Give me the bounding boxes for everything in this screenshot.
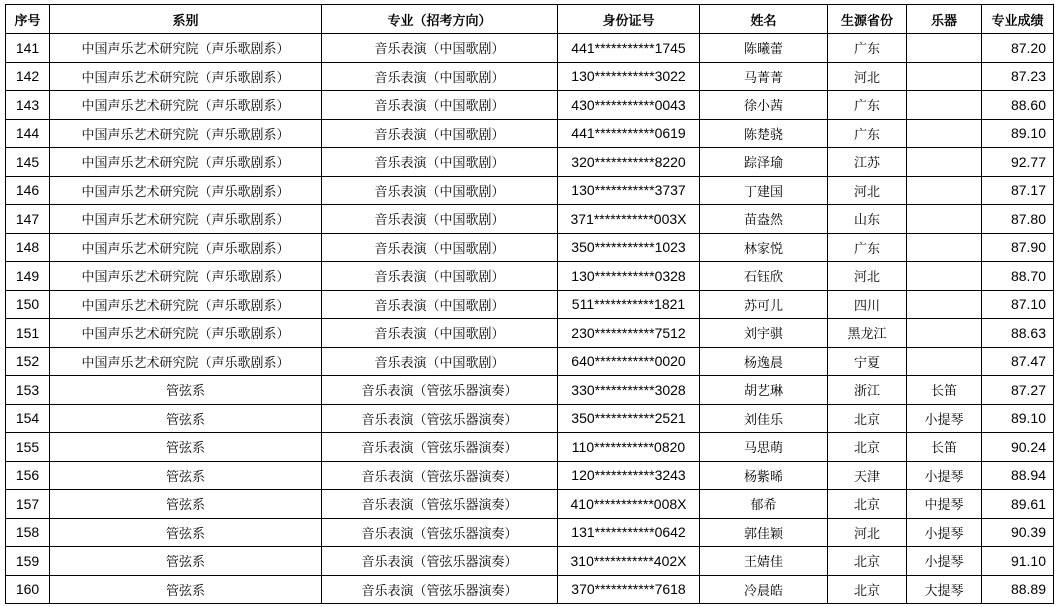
instrument-cell [907, 148, 982, 177]
row-index: 145 [6, 148, 50, 177]
row-index: 152 [6, 347, 50, 376]
department-cell: 管弦系 [50, 575, 322, 604]
name-cell: 踪泽瑜 [700, 148, 828, 177]
table-row [6, 547, 1054, 576]
score-cell: 87.23 [982, 62, 1054, 91]
header-major: 专业（招考方向） [322, 5, 558, 34]
row-index: 148 [6, 233, 50, 262]
score-cell: 90.24 [982, 433, 1054, 462]
score-cell: 90.39 [982, 518, 1054, 547]
row-index: 146 [6, 176, 50, 205]
province-cell: 广东 [828, 91, 907, 120]
province-cell: 北京 [828, 433, 907, 462]
instrument-cell [907, 119, 982, 148]
province-cell: 广东 [828, 34, 907, 63]
id-number-cell: 120***********3243 [558, 461, 700, 490]
instrument-cell: 小提琴 [907, 404, 982, 433]
id-number-cell: 330***********3028 [558, 376, 700, 405]
department-cell: 中国声乐艺术研究院（声乐歌剧系） [50, 62, 322, 91]
province-cell: 山东 [828, 205, 907, 234]
row-index: 160 [6, 575, 50, 604]
table-row [6, 404, 1054, 433]
id-number-cell: 441***********1745 [558, 34, 700, 63]
instrument-cell: 长笛 [907, 433, 982, 462]
id-number-cell: 130***********3022 [558, 62, 700, 91]
department-cell: 中国声乐艺术研究院（声乐歌剧系） [50, 205, 322, 234]
name-cell: 郭佳颖 [700, 518, 828, 547]
score-cell: 87.80 [982, 205, 1054, 234]
major-cell: 音乐表演（中国歌剧） [322, 119, 558, 148]
table-row [6, 376, 1054, 405]
score-cell: 89.10 [982, 119, 1054, 148]
name-cell: 胡艺琳 [700, 376, 828, 405]
instrument-cell: 大提琴 [907, 575, 982, 604]
name-cell: 刘佳乐 [700, 404, 828, 433]
table-row [6, 62, 1054, 91]
province-cell: 天津 [828, 461, 907, 490]
name-cell: 徐小茜 [700, 91, 828, 120]
major-cell: 音乐表演（管弦乐器演奏） [322, 490, 558, 519]
province-cell: 河北 [828, 262, 907, 291]
row-index: 147 [6, 205, 50, 234]
department-cell: 中国声乐艺术研究院（声乐歌剧系） [50, 233, 322, 262]
id-number-cell: 230***********7512 [558, 319, 700, 348]
id-number-cell: 131***********0642 [558, 518, 700, 547]
instrument-cell [907, 205, 982, 234]
instrument-cell: 中提琴 [907, 490, 982, 519]
province-cell: 江苏 [828, 148, 907, 177]
id-number-cell: 350***********1023 [558, 233, 700, 262]
name-cell: 马菁菁 [700, 62, 828, 91]
name-cell: 杨紫晞 [700, 461, 828, 490]
major-cell: 音乐表演（管弦乐器演奏） [322, 547, 558, 576]
table-body [6, 34, 1054, 604]
table-row [6, 319, 1054, 348]
major-cell: 音乐表演（中国歌剧） [322, 262, 558, 291]
name-cell: 冷晨皓 [700, 575, 828, 604]
table-row [6, 233, 1054, 262]
score-cell: 87.10 [982, 290, 1054, 319]
row-index: 149 [6, 262, 50, 291]
id-number-cell: 640***********0020 [558, 347, 700, 376]
table-header [6, 5, 1054, 34]
department-cell: 管弦系 [50, 461, 322, 490]
province-cell: 北京 [828, 547, 907, 576]
name-cell: 陈楚骁 [700, 119, 828, 148]
instrument-cell [907, 176, 982, 205]
province-cell: 四川 [828, 290, 907, 319]
instrument-cell [907, 262, 982, 291]
name-cell: 马思萌 [700, 433, 828, 462]
score-cell: 87.47 [982, 347, 1054, 376]
table-row [6, 176, 1054, 205]
row-index: 151 [6, 319, 50, 348]
major-cell: 音乐表演（中国歌剧） [322, 176, 558, 205]
province-cell: 浙江 [828, 376, 907, 405]
score-cell: 89.10 [982, 404, 1054, 433]
score-cell: 88.63 [982, 319, 1054, 348]
major-cell: 音乐表演（中国歌剧） [322, 148, 558, 177]
table-row [6, 347, 1054, 376]
table-row [6, 34, 1054, 63]
table-row [6, 433, 1054, 462]
id-number-cell: 371***********003X [558, 205, 700, 234]
table-row [6, 518, 1054, 547]
major-cell: 音乐表演（中国歌剧） [322, 205, 558, 234]
score-cell: 88.60 [982, 91, 1054, 120]
major-cell: 音乐表演（管弦乐器演奏） [322, 461, 558, 490]
department-cell: 管弦系 [50, 518, 322, 547]
province-cell: 北京 [828, 404, 907, 433]
name-cell: 陈曦蕾 [700, 34, 828, 63]
row-index: 157 [6, 490, 50, 519]
department-cell: 中国声乐艺术研究院（声乐歌剧系） [50, 119, 322, 148]
row-index: 143 [6, 91, 50, 120]
province-cell: 北京 [828, 575, 907, 604]
score-cell: 88.70 [982, 262, 1054, 291]
department-cell: 中国声乐艺术研究院（声乐歌剧系） [50, 34, 322, 63]
id-number-cell: 350***********2521 [558, 404, 700, 433]
instrument-cell [907, 319, 982, 348]
instrument-cell: 长笛 [907, 376, 982, 405]
header-instrument: 乐器 [907, 5, 982, 34]
department-cell: 管弦系 [50, 490, 322, 519]
province-cell: 黑龙江 [828, 319, 907, 348]
name-cell: 苗盎然 [700, 205, 828, 234]
instrument-cell: 小提琴 [907, 518, 982, 547]
major-cell: 音乐表演（管弦乐器演奏） [322, 433, 558, 462]
province-cell: 宁夏 [828, 347, 907, 376]
score-cell: 88.89 [982, 575, 1054, 604]
major-cell: 音乐表演（管弦乐器演奏） [322, 404, 558, 433]
department-cell: 管弦系 [50, 376, 322, 405]
id-number-cell: 130***********0328 [558, 262, 700, 291]
id-number-cell: 130***********3737 [558, 176, 700, 205]
major-cell: 音乐表演（管弦乐器演奏） [322, 575, 558, 604]
major-cell: 音乐表演（中国歌剧） [322, 233, 558, 262]
department-cell: 管弦系 [50, 404, 322, 433]
id-number-cell: 430***********0043 [558, 91, 700, 120]
table-row [6, 262, 1054, 291]
instrument-cell [907, 34, 982, 63]
score-cell: 89.61 [982, 490, 1054, 519]
id-number-cell: 320***********8220 [558, 148, 700, 177]
row-index: 141 [6, 34, 50, 63]
header-index: 序号 [6, 5, 50, 34]
score-cell: 87.20 [982, 34, 1054, 63]
header-department: 系别 [50, 5, 322, 34]
province-cell: 河北 [828, 176, 907, 205]
province-cell: 广东 [828, 119, 907, 148]
major-cell: 音乐表演（中国歌剧） [322, 290, 558, 319]
province-cell: 河北 [828, 518, 907, 547]
table-row [6, 205, 1054, 234]
row-index: 154 [6, 404, 50, 433]
department-cell: 中国声乐艺术研究院（声乐歌剧系） [50, 290, 322, 319]
header-name: 姓名 [700, 5, 828, 34]
major-cell: 音乐表演（管弦乐器演奏） [322, 376, 558, 405]
instrument-cell [907, 290, 982, 319]
name-cell: 石钰欣 [700, 262, 828, 291]
instrument-cell [907, 347, 982, 376]
department-cell: 中国声乐艺术研究院（声乐歌剧系） [50, 262, 322, 291]
id-number-cell: 511***********1821 [558, 290, 700, 319]
row-index: 150 [6, 290, 50, 319]
row-index: 153 [6, 376, 50, 405]
table-row [6, 148, 1054, 177]
instrument-cell: 小提琴 [907, 547, 982, 576]
major-cell: 音乐表演（中国歌剧） [322, 347, 558, 376]
admissions-table [5, 4, 1054, 604]
table-row [6, 461, 1054, 490]
table-row [6, 575, 1054, 604]
department-cell: 中国声乐艺术研究院（声乐歌剧系） [50, 148, 322, 177]
province-cell: 河北 [828, 62, 907, 91]
row-index: 144 [6, 119, 50, 148]
name-cell: 王婧佳 [700, 547, 828, 576]
department-cell: 中国声乐艺术研究院（声乐歌剧系） [50, 347, 322, 376]
header-province: 生源省份 [828, 5, 907, 34]
instrument-cell [907, 62, 982, 91]
name-cell: 郁希 [700, 490, 828, 519]
score-cell: 88.94 [982, 461, 1054, 490]
name-cell: 苏可儿 [700, 290, 828, 319]
table-row [6, 490, 1054, 519]
score-cell: 87.90 [982, 233, 1054, 262]
score-cell: 91.10 [982, 547, 1054, 576]
header-score: 专业成绩 [982, 5, 1054, 34]
department-cell: 中国声乐艺术研究院（声乐歌剧系） [50, 319, 322, 348]
province-cell: 北京 [828, 490, 907, 519]
name-cell: 刘宇骐 [700, 319, 828, 348]
row-index: 156 [6, 461, 50, 490]
table-row [6, 290, 1054, 319]
department-cell: 管弦系 [50, 547, 322, 576]
table-row [6, 91, 1054, 120]
department-cell: 管弦系 [50, 433, 322, 462]
name-cell: 丁建国 [700, 176, 828, 205]
id-number-cell: 110***********0820 [558, 433, 700, 462]
id-number-cell: 441***********0619 [558, 119, 700, 148]
major-cell: 音乐表演（中国歌剧） [322, 91, 558, 120]
major-cell: 音乐表演（中国歌剧） [322, 319, 558, 348]
row-index: 142 [6, 62, 50, 91]
id-number-cell: 410***********008X [558, 490, 700, 519]
row-index: 158 [6, 518, 50, 547]
major-cell: 音乐表演（中国歌剧） [322, 34, 558, 63]
instrument-cell [907, 233, 982, 262]
score-cell: 87.27 [982, 376, 1054, 405]
row-index: 155 [6, 433, 50, 462]
score-cell: 87.17 [982, 176, 1054, 205]
header-row [6, 5, 1054, 34]
header-id-number: 身份证号 [558, 5, 700, 34]
instrument-cell [907, 91, 982, 120]
id-number-cell: 370***********7618 [558, 575, 700, 604]
score-cell: 92.77 [982, 148, 1054, 177]
id-number-cell: 310***********402X [558, 547, 700, 576]
department-cell: 中国声乐艺术研究院（声乐歌剧系） [50, 176, 322, 205]
instrument-cell: 小提琴 [907, 461, 982, 490]
name-cell: 杨逸晨 [700, 347, 828, 376]
department-cell: 中国声乐艺术研究院（声乐歌剧系） [50, 91, 322, 120]
name-cell: 林家悦 [700, 233, 828, 262]
table-row [6, 119, 1054, 148]
major-cell: 音乐表演（中国歌剧） [322, 62, 558, 91]
province-cell: 广东 [828, 233, 907, 262]
major-cell: 音乐表演（管弦乐器演奏） [322, 518, 558, 547]
row-index: 159 [6, 547, 50, 576]
